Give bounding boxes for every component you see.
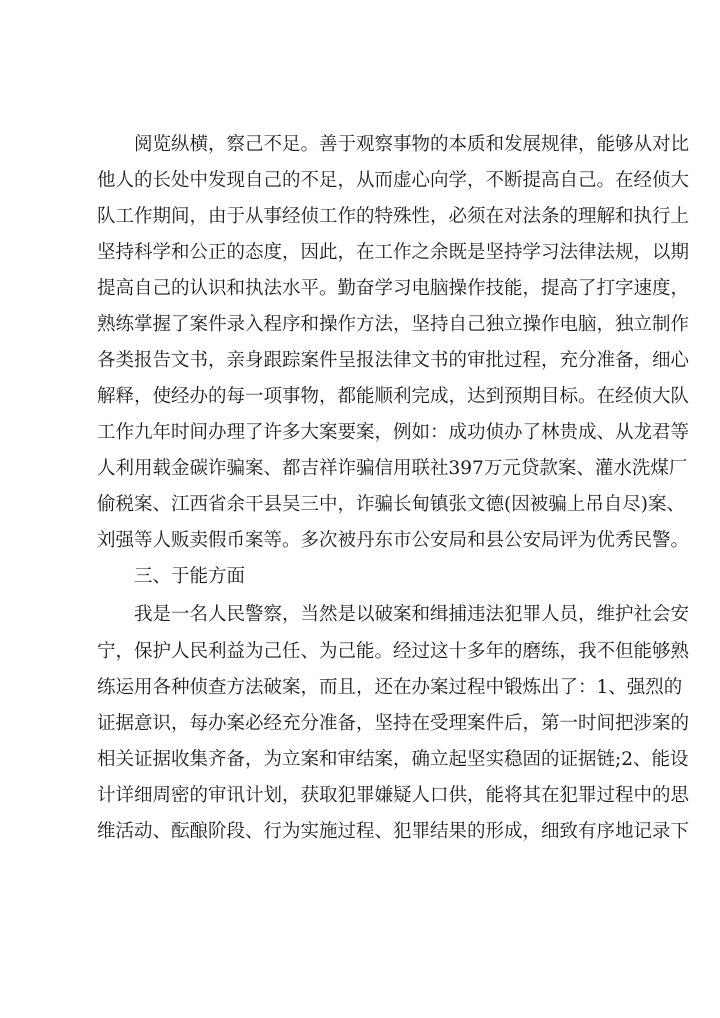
paragraph-1-line-1: 阅览纵横，察己不足。善于观察事物的本质和发展规律，能够从对比 — [134, 134, 690, 155]
paragraph-3-line-6: 计详细周密的审讯计划，获取犯罪嫌疑人口供，能将其在犯罪过程中的思 — [97, 785, 690, 806]
section-heading: 三、于能方面 — [134, 566, 246, 587]
paragraph-1-line-3: 队工作期间，由于从事经侦工作的特殊性，必须在对法条的理解和执行上 — [97, 206, 690, 227]
paragraph-1-line-12: 刘强等人贩卖假币案等。多次被丹东市公安局和县公安局评为优秀民警。 — [97, 530, 690, 551]
paragraph-3-line-1: 我是一名人民警察，当然是以破案和缉捕违法犯罪人员，维护社会安 — [134, 604, 690, 625]
paragraph-1-line-10: 人利用载金碳诈骗案、都吉祥诈骗信用联社397万元贷款案、灌水洗煤厂 — [97, 458, 688, 479]
paragraph-1-line-2: 他人的长处中发现自己的不足，从而虚心向学，不断提高自己。在经侦大 — [97, 170, 690, 191]
paragraph-1-line-6: 熟练掌握了案件录入程序和操作方法，坚持自己独立操作电脑，独立制作 — [97, 314, 690, 335]
paragraph-3-line-4: 证据意识，每办案必经充分准备，坚持在受理案件后，第一时间把涉案的 — [97, 713, 690, 734]
paragraph-1-line-5: 提高自己的认识和执法水平。勤奋学习电脑操作技能，提高了打字速度， — [97, 278, 690, 299]
paragraph-3-line-5: 相关证据收集齐备，为立案和审结案，确立起坚实稳固的证据链;2、能设 — [97, 749, 689, 770]
paragraph-1-line-11: 偷税案、江西省余干县吴三中，诈骗长甸镇张文德(因被骗上吊自尽)案、 — [97, 494, 685, 515]
paragraph-1-line-4: 坚持科学和公正的态度，因此，在工作之余既是坚持学习法律法规，以期 — [97, 242, 690, 263]
paragraph-1-line-7: 各类报告文书，亲身跟踪案件呈报法律文书的审批过程，充分准备，细心 — [97, 350, 690, 371]
paragraph-3-line-2: 宁，保护人民利益为己任、为己能。经过这十多年的磨练，我不但能够熟 — [97, 641, 690, 662]
paragraph-3-line-3: 练运用各种侦查方法破案，而且，还在办案过程中锻炼出了：1、强烈的 — [97, 677, 683, 698]
paragraph-1-line-8: 解释，使经办的每一项事物，都能顺利完成，达到预期目标。在经侦大队 — [97, 386, 690, 407]
paragraph-1-line-9: 工作九年时间办理了许多大案要案，例如：成功侦办了林贵成、从龙君等 — [97, 422, 690, 443]
paragraph-3-line-7: 维活动、酝酿阶段、行为实施过程、犯罪结果的形成，细致有序地记录下 — [97, 821, 690, 842]
